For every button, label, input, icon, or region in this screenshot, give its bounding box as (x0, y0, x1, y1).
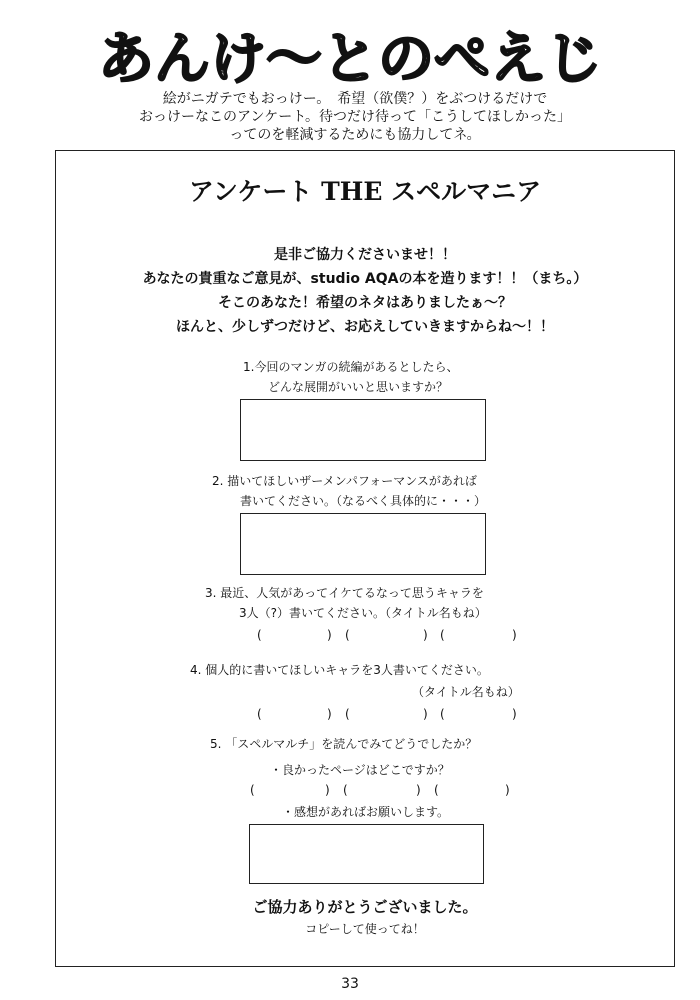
intro-line-1: 絵がニガテでもおっけー。 希望（欲僕？）をぶつけるだけで (162, 91, 548, 107)
blank-close: ) (512, 707, 517, 721)
question-3-line-1: 3. 最近、人気があってイケてるなって思うキャラを (205, 586, 484, 600)
copy-note: コピーして使ってね！ (305, 922, 425, 936)
blank-close: ) (327, 707, 332, 721)
intro-line-3: ってのを軽減するためにも協力してネ。 (229, 127, 481, 143)
blank-open: ( (257, 628, 262, 642)
question-5-sub-a: ・良かったページはどこですか？ (270, 763, 450, 777)
answer-box-1[interactable] (240, 399, 486, 461)
survey-title: アンケート THE スペルマニア (188, 177, 542, 206)
question-5-sub-b: ・感想があればお願いします。 (282, 805, 450, 819)
blank-open: ( (345, 628, 350, 642)
page-title-lettering (0, 22, 700, 92)
blank-close: ) (325, 783, 330, 797)
question-4-line-2: （タイトル名もね） (412, 685, 520, 699)
blank-open: ( (345, 707, 350, 721)
page-number: 33 (341, 976, 359, 992)
title-text: あんけ〜とのぺえじ (98, 27, 602, 92)
blank-close: ) (512, 628, 517, 642)
blank-close: ) (423, 707, 428, 721)
blank-open: ( (257, 707, 262, 721)
greeting-line-4: ほんと、少しずつだけど、お応えしていきますからね〜！！ (176, 319, 554, 335)
blank-open: ( (440, 628, 445, 642)
question-2-line-2: 書いてください。（なるべく具体的に・・・） (240, 494, 487, 508)
thanks-message: ご協力ありがとうございました。 (252, 898, 478, 916)
question-2-line-1: 2. 描いてほしいザーメンパフォーマンスがあれば (212, 474, 477, 488)
greeting-line-3: そこのあなた！希望のネタはありましたぁ〜？ (218, 295, 512, 311)
intro-line-2: おっけーなこのアンケート。待つだけ待って「こうしてほしかった」 (139, 109, 571, 125)
greeting-line-1: 是非ご協力くださいませ！！ (274, 247, 456, 263)
blank-close: ) (416, 783, 421, 797)
blank-close: ) (327, 628, 332, 642)
blank-close: ) (423, 628, 428, 642)
answer-box-5[interactable] (249, 824, 484, 884)
greeting-line-2: あなたの貴重なご意見が、studio AQAの本を造ります！！（まち。） (142, 271, 588, 287)
blank-open: ( (250, 783, 255, 797)
question-4-line-1: 4. 個人的に書いてほしいキャラを3人書いてください。 (190, 663, 489, 677)
answer-box-2[interactable] (240, 513, 486, 575)
question-1-line-1: 1.今回のマンガの続編があるとしたら、 (243, 360, 459, 374)
page-title (0, 22, 700, 92)
question-1-line-2: どんな展開がいいと思いますか？ (268, 380, 449, 394)
blank-close: ) (505, 783, 510, 797)
question-5: 5. 「スペルマルチ」を読んでみてどうでしたか？ (210, 737, 478, 751)
blank-open: ( (434, 783, 439, 797)
blank-open: ( (343, 783, 348, 797)
question-3-line-2: 3人（?）書いてください。（タイトル名もね） (239, 606, 487, 620)
blank-open: ( (440, 707, 445, 721)
